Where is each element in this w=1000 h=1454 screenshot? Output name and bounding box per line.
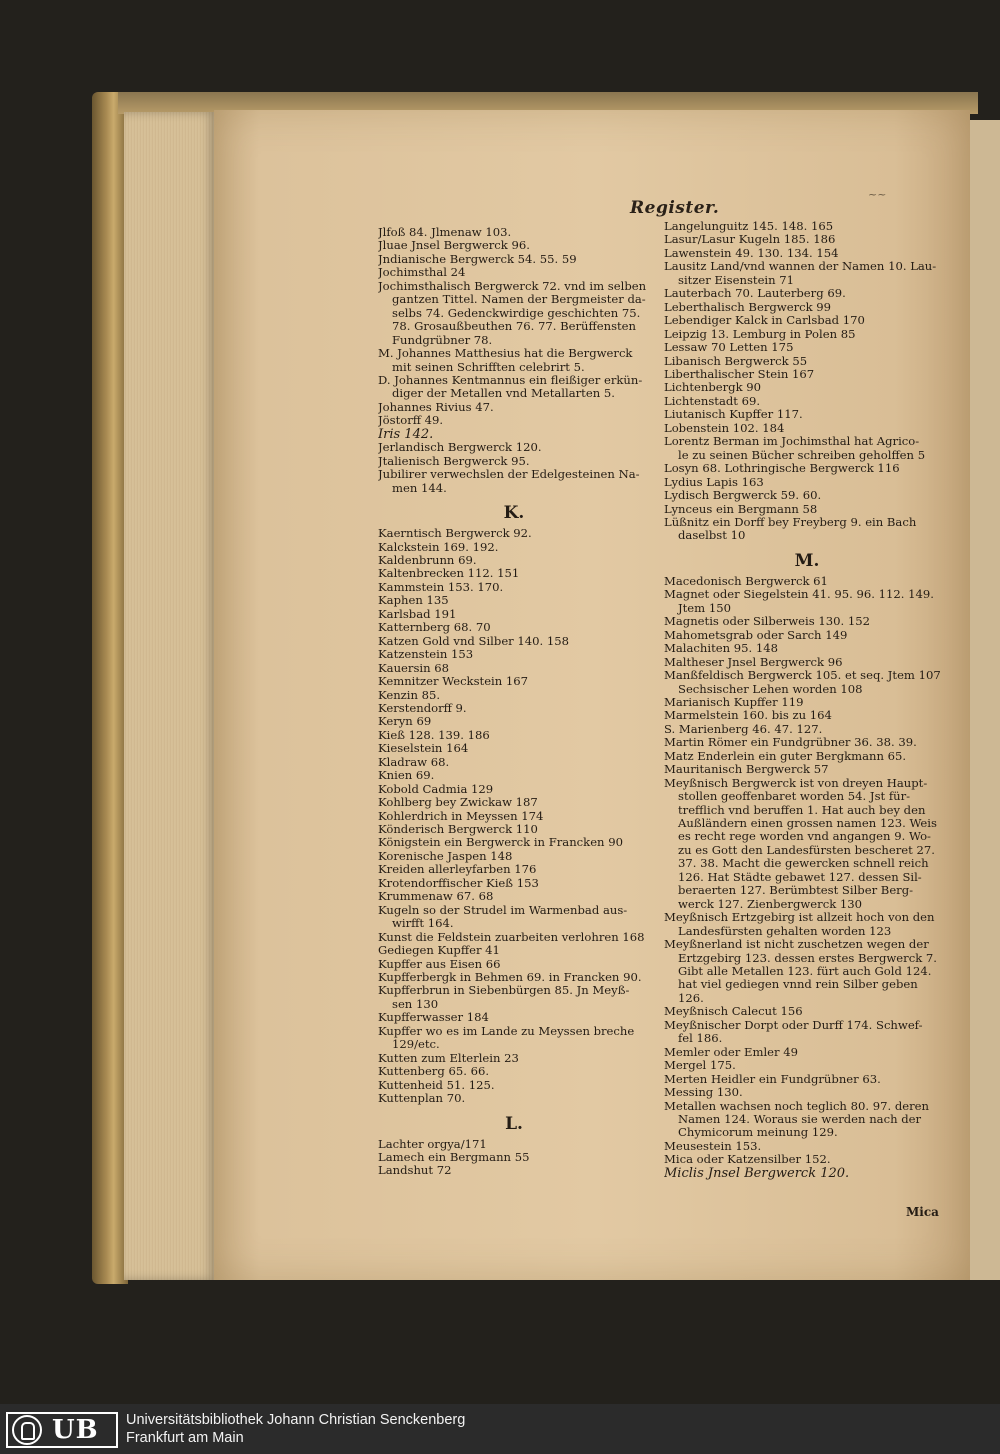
index-entry: Jerlandisch Bergwerck 120. xyxy=(378,441,542,455)
index-entry: Lydius Lapis 163 xyxy=(664,475,764,489)
index-entry: Lauterbach 70. Lauterberg 69. xyxy=(664,287,846,301)
index-entry: Kauersin 68 xyxy=(378,661,450,675)
index-entry: Kohlerdrich in Meyssen 174 xyxy=(378,809,544,823)
index-entry: Landshut 72 xyxy=(378,1164,452,1178)
index-entry-continuation: selbs 74. Gedenckwirdige geschichten 75. xyxy=(392,306,641,320)
index-entry: Jubilirer verwechslen der Edelgesteinen Na- xyxy=(378,468,640,482)
index-entry: Keryn 69 xyxy=(378,715,432,729)
index-entry: Marmelstein 160. bis zu 164 xyxy=(664,709,832,723)
index-entry: Lichtenbergk 90 xyxy=(664,381,762,395)
index-entry: Lachter orgya/171 xyxy=(378,1137,487,1151)
index-entry-continuation: Jtem 150 xyxy=(678,601,731,615)
index-entry: Macedonisch Bergwerck 61 xyxy=(664,574,828,588)
index-entry: Kuttenberg 65. 66. xyxy=(378,1065,490,1079)
index-column-left xyxy=(378,226,650,1178)
index-column-right xyxy=(664,220,950,1180)
index-entry: Mauritanisch Bergwerck 57 xyxy=(664,763,829,777)
index-entry-continuation: 37. 38. Macht die gewercken schnell reich xyxy=(678,857,929,871)
index-entry: Lausitz Land/vnd wannen der Namen 10. Lau- xyxy=(664,260,937,274)
index-entry-continuation: 129/etc. xyxy=(392,1038,440,1052)
section-letter: L. xyxy=(505,1113,523,1134)
index-entry: Lichtenstadt 69. xyxy=(664,394,761,408)
index-entry: Kupffer aus Eisen 66 xyxy=(378,957,501,971)
index-entry: Jöstorff 49. xyxy=(378,414,444,428)
index-entry: Kohlberg bey Zwickaw 187 xyxy=(378,796,538,810)
index-entry-continuation: diger der Metallen vnd Metallarten 5. xyxy=(392,387,615,401)
index-entry: Krotendorffischer Kieß 153 xyxy=(378,876,539,890)
index-entry: Lessaw 70 Letten 175 xyxy=(664,341,794,355)
index-entry-continuation: sitzer Eisenstein 71 xyxy=(678,273,795,287)
index-entry: Jochimsthal 24 xyxy=(378,266,466,280)
index-entry-continuation: es recht rege worden vnd angangen 9. Wo- xyxy=(678,830,931,844)
index-entry: Iris 142. xyxy=(378,427,434,442)
index-entry-continuation: beraerten 127. Berümbtest Silber Berg- xyxy=(678,884,914,898)
index-entry: Mica oder Katzensilber 152. xyxy=(664,1153,831,1167)
index-entry-continuation: Landesfürsten gehalten worden 123 xyxy=(678,924,892,938)
index-entry: Kobold Cadmia 129 xyxy=(378,782,494,796)
book-cover-edge xyxy=(92,92,128,1284)
index-entry: Lebendiger Kalck in Carlsbad 170 xyxy=(664,314,865,328)
index-entry: Marianisch Kupffer 119 xyxy=(664,695,804,709)
index-entry: Miclis Jnsel Bergwerck 120. xyxy=(664,1166,850,1181)
footer-institution: Universitätsbibliothek Johann Christian Senckenberg xyxy=(126,1412,466,1428)
index-entry: Kuttenheid 51. 125. xyxy=(378,1078,495,1092)
index-entry: Lobenstein 102. 184 xyxy=(664,421,785,435)
index-entry: Leberthalisch Bergwerck 99 xyxy=(664,300,832,314)
index-entry: Kladraw 68. xyxy=(378,755,450,769)
page-header: Register. xyxy=(630,198,720,218)
index-entry: Kupfferbrun in Siebenbürgen 85. Jn Meyß- xyxy=(378,984,630,998)
index-entry: Kaldenbrunn 69. xyxy=(378,553,477,567)
index-entry-continuation: trefflich vnd beruffen 1. Hat auch bey den xyxy=(678,803,926,817)
index-entry: Meyßnisch Ertzgebirg ist allzeit hoch von den xyxy=(664,911,935,925)
index-entry: Memler oder Emler 49 xyxy=(664,1045,799,1059)
index-entry: Katternberg 68. 70 xyxy=(378,621,491,635)
index-entry: Kaltenbrecken 112. 151 xyxy=(378,567,520,581)
index-entry: Korenische Jaspen 148 xyxy=(378,849,513,863)
index-entry: Kieselstein 164 xyxy=(378,742,469,756)
index-entry-continuation: 78. Grosaußbeuthen 76. 77. Berüffensten xyxy=(392,320,637,334)
index-entry: Langelunguitz 145. 148. 165 xyxy=(664,220,834,233)
index-entry: Kunst die Feldstein zuarbeiten verlohren 168 xyxy=(378,930,645,944)
index-entry: Königstein ein Bergwerck in Francken 90 xyxy=(378,836,623,850)
index-entry-continuation: Ertzgebirg 123. dessen erstes Bergwerck 7. xyxy=(678,951,937,965)
index-entry: Kerstendorff 9. xyxy=(378,701,467,715)
index-entry: Kugeln so der Strudel im Warmenbad aus- xyxy=(378,903,628,917)
index-entry: Kaerntisch Bergwerck 92. xyxy=(378,527,532,541)
index-entry-continuation: 126. xyxy=(678,991,704,1005)
index-entry: Merten Heidler ein Fundgrübner 63. xyxy=(664,1072,881,1086)
index-entry-continuation: sen 130 xyxy=(392,997,439,1011)
index-entry: Jndianische Bergwerck 54. 55. 59 xyxy=(378,252,577,266)
index-entry: Katzenstein 153 xyxy=(378,648,474,662)
page-stack-edges xyxy=(124,112,216,1280)
index-entry: Katzen Gold vnd Silber 140. 158 xyxy=(378,634,570,648)
index-entry: Liberthalischer Stein 167 xyxy=(664,367,815,381)
index-entry: S. Marienberg 46. 47. 127. xyxy=(664,722,823,736)
index-entry-continuation: Außländern einen grossen namen 123. Weis xyxy=(678,817,937,831)
index-entry-continuation: gantzen Tittel. Namen der Bergmeister da- xyxy=(392,293,646,307)
index-entry: Lydisch Bergwerck 59. 60. xyxy=(664,489,822,503)
index-entry: Krummenaw 67. 68 xyxy=(378,890,494,904)
section-letter: M. xyxy=(794,550,820,571)
index-entry-continuation: le zu seinen Bücher schreiben geholffen 5 xyxy=(678,448,926,462)
index-entry: Kreiden allerleyfarben 176 xyxy=(378,863,537,877)
index-entry-continuation: Gibt alle Metallen 123. fürt auch Gold 124. xyxy=(678,965,932,979)
index-entry-continuation: Sechsischer Lehen worden 108 xyxy=(678,682,863,696)
index-entry: Messing 130. xyxy=(664,1086,743,1100)
index-entry: D. Johannes Kentmannus ein fleißiger erkün- xyxy=(378,373,643,387)
index-entry: Könderisch Bergwerck 110 xyxy=(378,823,538,837)
index-entry-continuation: zu es Gott den Landesfürsten bescheret 27. xyxy=(678,843,935,857)
index-entry: Kupfferwasser 184 xyxy=(378,1011,489,1025)
index-entry: Magnet oder Siegelstein 41. 95. 96. 112. 149. xyxy=(664,588,934,602)
seal-icon xyxy=(12,1415,42,1445)
index-entry: Jtalienisch Bergwerck 95. xyxy=(378,454,530,468)
index-entry: Lynceus ein Bergmann 58 xyxy=(664,502,818,516)
index-entry-continuation: 126. Hat Städte gebawet 127. dessen Sil- xyxy=(678,870,922,884)
index-entry: Jluae Jnsel Bergwerck 96. xyxy=(378,239,530,253)
index-entry-continuation: wirfft 164. xyxy=(392,917,454,931)
index-entry: Kemnitzer Weckstein 167 xyxy=(378,675,529,689)
index-entry: Leipzig 13. Lemburg in Polen 85 xyxy=(664,327,856,341)
index-entry: Meyßnisch Bergwerck ist von dreyen Haupt- xyxy=(664,776,928,790)
index-entry-continuation: hat viel gediegen vnnd rein Silber geben xyxy=(678,978,918,992)
index-entry: Matz Enderlein ein guter Bergkmann 65. xyxy=(664,749,907,763)
index-entry: Lüßnitz ein Dorff bey Freyberg 9. ein Bach xyxy=(664,515,917,529)
index-entry: Meyßnischer Dorpt oder Durff 174. Schwef- xyxy=(664,1018,923,1032)
index-entry: Manßfeldisch Bergwerck 105. et seq. Jtem 107 xyxy=(664,669,941,683)
index-entry: Lamech ein Bergmann 55 xyxy=(378,1151,530,1164)
index-entry: M. Johannes Matthesius hat die Bergwerck xyxy=(378,347,633,361)
index-entry: Lorentz Berman im Jochimsthal hat Agrico- xyxy=(664,435,920,449)
index-entry: Liutanisch Kupffer 117. xyxy=(664,408,803,422)
index-entry: Meyßnisch Calecut 156 xyxy=(664,1005,803,1019)
index-entry: Malachiten 95. 148 xyxy=(664,642,778,656)
index-entry: Meusestein 153. xyxy=(664,1139,762,1153)
index-entry: Kaphen 135 xyxy=(378,594,449,608)
index-entry: Kuttenplan 70. xyxy=(378,1092,466,1106)
index-entry-continuation: men 144. xyxy=(392,481,447,495)
logo-text: UB xyxy=(52,1415,99,1445)
index-entry: Jlfoß 84. Jlmenaw 103. xyxy=(378,226,512,239)
index-entry: Libanisch Bergwerck 55 xyxy=(664,354,808,368)
footer-city: Frankfurt am Main xyxy=(126,1430,244,1446)
index-entry: Lasur/Lasur Kugeln 185. 186 xyxy=(664,233,836,247)
index-entry: Mergel 175. xyxy=(664,1059,736,1073)
library-footer xyxy=(0,1404,1000,1454)
index-entry: Gediegen Kupffer 41 xyxy=(378,944,500,958)
index-entry-continuation: stollen geoffenbaret worden 54. Jst für- xyxy=(678,790,911,804)
index-entry-continuation: daselbst 10 xyxy=(678,529,746,543)
index-entry: Kutten zum Elterlein 23 xyxy=(378,1051,519,1065)
index-entry: Karlsbad 191 xyxy=(378,607,457,621)
index-entry-continuation: Fundgrübner 78. xyxy=(392,333,493,347)
index-entry: Jochimsthalisch Bergwerck 72. vnd im selben xyxy=(378,279,647,293)
index-entry: Metallen wachsen noch teglich 80. 97. deren xyxy=(664,1099,929,1113)
section-letter: K. xyxy=(503,503,525,524)
index-entry: Magnetis oder Silberweis 130. 152 xyxy=(664,615,870,629)
index-entry: Losyn 68. Lothringische Bergwerck 116 xyxy=(664,462,900,476)
facing-page-strip xyxy=(970,120,1000,1280)
index-entry-continuation: fel 186. xyxy=(678,1032,723,1046)
index-entry-continuation: Chymicorum meinung 129. xyxy=(678,1126,838,1140)
page-number: ~~ xyxy=(868,188,887,201)
index-entry-continuation: mit seinen Schrifften celebrirt 5. xyxy=(392,360,585,374)
index-entry: Lawenstein 49. 130. 134. 154 xyxy=(664,246,839,260)
index-entry: Kupfferbergk in Behmen 69. in Francken 90. xyxy=(378,971,642,985)
index-entry: Kieß 128. 139. 186 xyxy=(378,728,490,742)
index-entry: Kalckstein 169. 192. xyxy=(378,540,499,554)
index-entry: Kupffer wo es im Lande zu Meyssen breche xyxy=(378,1024,635,1038)
index-entry: Johannes Rivius 47. xyxy=(378,400,494,414)
index-entry: Knien 69. xyxy=(378,769,435,783)
index-entry: Kammstein 153. 170. xyxy=(378,580,504,594)
index-entry: Martin Römer ein Fundgrübner 36. 38. 39. xyxy=(664,736,917,750)
index-entry-continuation: werck 127. Zienbergwerck 130 xyxy=(678,897,863,911)
library-logo xyxy=(6,1412,118,1448)
index-entry-continuation: Namen 124. Woraus sie werden nach der xyxy=(678,1113,922,1126)
index-entry: Mahometsgrab oder Sarch 149 xyxy=(664,628,848,642)
index-entry: Maltheser Jnsel Bergwerck 96 xyxy=(664,655,843,669)
index-entry: Meyßnerland ist nicht zuschetzen wegen der xyxy=(664,938,929,952)
index-entry: Kenzin 85. xyxy=(378,688,441,702)
catchword: Mica xyxy=(906,1205,939,1219)
